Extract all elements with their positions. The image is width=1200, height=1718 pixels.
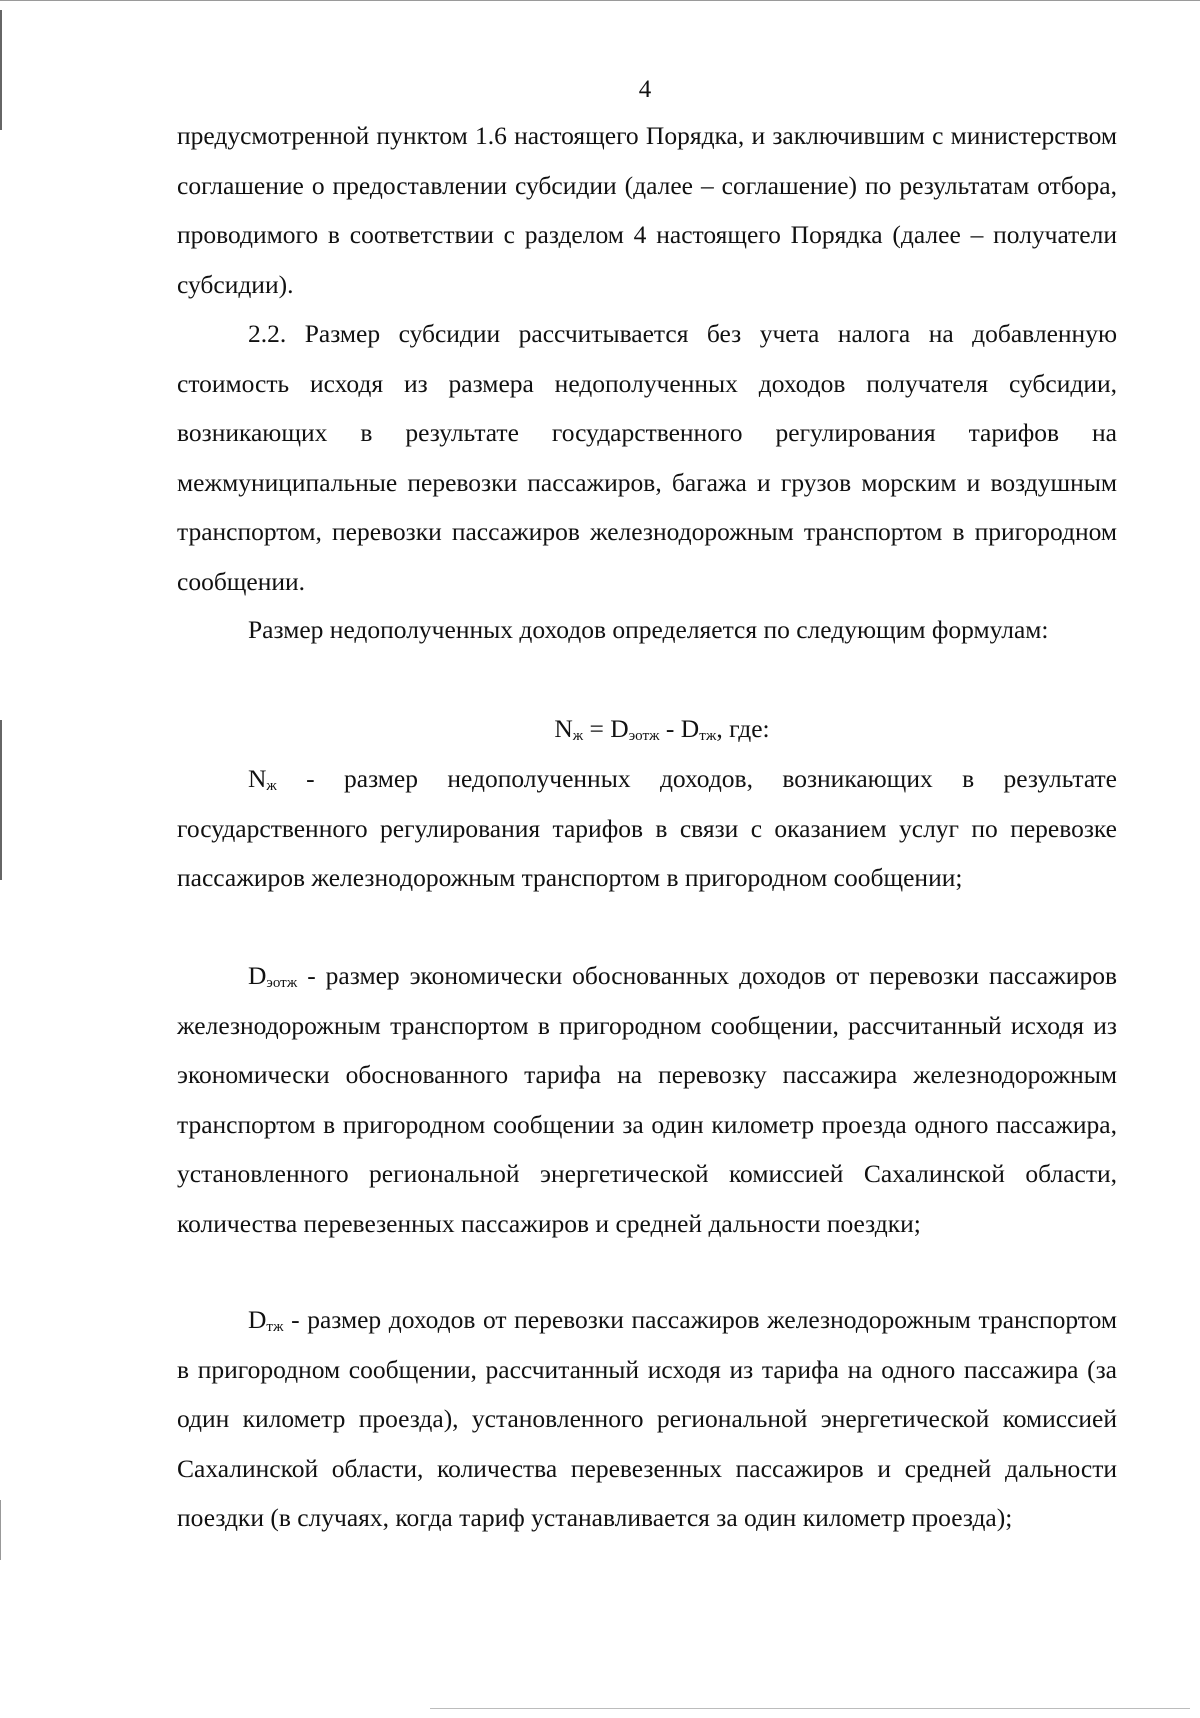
formula-d-eotzh: D (610, 714, 629, 743)
formula-d-tzh: D (680, 714, 700, 743)
paragraph-2-2 (177, 309, 1117, 606)
definition-body: - размер доходов от перевозки пассажиров железнодорожным транспортом в пригородном сообщении, рассчитанный исходя из тарифа на одного пассажира (за один километр проезда), установленного региональной энергетической комиссией Сахалинской области, количества перевезенных пассажиров и средней дальности поездки (в случаях, когда тариф устанавливается за один километр проезда); (177, 1305, 1117, 1532)
formula-minus: - (659, 714, 681, 743)
definition-text (177, 754, 1117, 903)
paragraph-formulas-intro (177, 605, 1117, 655)
formula-equals: = (583, 714, 611, 743)
scan-bottom-edge (430, 1708, 1190, 1709)
scan-left-edge-mark (0, 1500, 1, 1560)
definition-n (177, 754, 1117, 903)
paragraph-continuation (177, 111, 1117, 309)
scan-left-edge-mark (0, 10, 2, 130)
definition-d-eotzh (177, 951, 1117, 1248)
definition-body: - размер экономически обоснованных доходов от перевозки пассажиров железнодорожным транспортом в пригородном сообщении, рассчитанный исходя из экономически обоснованного тарифа на перевозку пассажира железнодорожным транспортом в пригородном сообщении за один километр проезда одного пассажира, установленного региональной энергетической комиссией Сахалинской области, количества перевезенных пассажиров и средней дальности поездки; (177, 961, 1117, 1238)
definition-body: - размер недополученных доходов, возникающих в результате государственного регулирования тарифов в связи с оказанием услуг по перевозке пассажиров железнодорожным транспортом в пригородном сообщении; (177, 764, 1117, 892)
definition-d-tzh (177, 1295, 1117, 1543)
formula-n-subscript: ж (572, 728, 584, 744)
symbol-d: D (248, 961, 267, 990)
symbol-d-subscript: тж (266, 1319, 284, 1335)
paragraph-text: 2.2. Размер субсидии рассчитывается без учета налога на добавленную стоимость исходя из размера недополученных доходов получателя субсидии, возникающих в результате государственного регулирования тарифов на межмуниципальные перевозки пассажиров, багажа и грузов морским и воздушным транспортом, перевозки пассажиров железнодорожным транспортом в пригородном сообщении. (177, 319, 1117, 596)
paragraph-text: Размер недополученных доходов определяется по следующим формулам: (248, 615, 1049, 644)
symbol-d-subscript: эотж (266, 975, 298, 991)
definition-text (177, 1295, 1117, 1543)
paragraph-text: предусмотренной пунктом 1.6 настоящего Порядка, и заключившим с министерством соглашение о предоставлении субсидии (далее – соглашение) по результатам отбора, проводимого в соответствии с разделом 4 настоящего Порядка (далее – получатели субсидии). (177, 121, 1117, 299)
formula-tail: , где: (716, 714, 770, 743)
symbol-d: D (248, 1305, 267, 1334)
definition-text (177, 951, 1117, 1248)
formula-d-eotzh-subscript: эотж (628, 728, 660, 744)
scan-top-edge (0, 0, 1200, 1)
page-number: 4 (638, 76, 652, 103)
scan-left-edge-mark (0, 720, 2, 880)
symbol-n: N (248, 764, 267, 793)
symbol-n-subscript: ж (266, 778, 277, 794)
formula-line (177, 704, 1117, 754)
formula-d-tzh-subscript: тж (699, 728, 717, 744)
formula-n: N (554, 714, 573, 743)
